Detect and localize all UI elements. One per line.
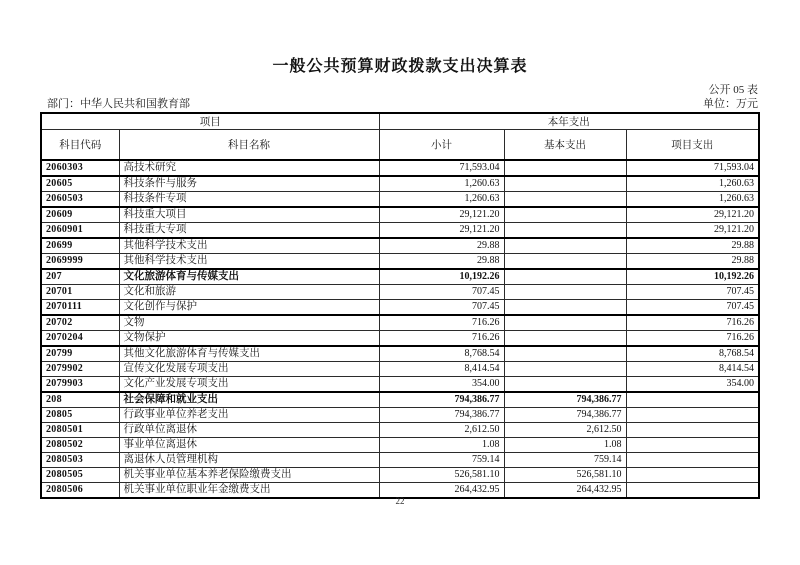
subject-code-cell: 2080506 <box>41 482 119 498</box>
project-expenditure-cell <box>626 422 759 437</box>
subject-name-cell: 行政事业单位养老支出 <box>119 407 379 422</box>
subtotal-cell: 2,612.50 <box>379 422 504 437</box>
basic-expenditure-cell: 264,432.95 <box>504 482 626 498</box>
subject-name-cell: 科技条件与服务 <box>119 176 379 192</box>
subject-code-cell: 2080505 <box>41 467 119 482</box>
basic-expenditure-cell: 526,581.10 <box>504 467 626 482</box>
subtotal-cell: 29.88 <box>379 253 504 269</box>
subject-name-cell: 高技术研究 <box>119 160 379 176</box>
subject-code-cell: 2080501 <box>41 422 119 437</box>
project-expenditure-cell <box>626 437 759 452</box>
project-expenditure-cell: 1,260.63 <box>626 191 759 207</box>
subject-name-cell: 文物 <box>119 315 379 331</box>
table-row <box>41 299 759 315</box>
project-expenditure-cell <box>626 407 759 422</box>
basic-expenditure-cell <box>504 376 626 392</box>
subtotal-cell: 71,593.04 <box>379 160 504 176</box>
subject-name-cell: 文化旅游体育与传媒支出 <box>119 269 379 285</box>
subject-code-cell: 2079903 <box>41 376 119 392</box>
table-row <box>41 452 759 467</box>
subtotal-cell: 354.00 <box>379 376 504 392</box>
basic-expenditure-cell: 1.08 <box>504 437 626 452</box>
subtotal-cell: 716.26 <box>379 315 504 331</box>
subject-name-cell: 机关事业单位职业年金缴费支出 <box>119 482 379 498</box>
subject-code-cell: 20701 <box>41 284 119 299</box>
basic-expenditure-cell <box>504 299 626 315</box>
basic-expenditure-cell <box>504 160 626 176</box>
header-group-row <box>41 113 759 130</box>
subtotal-cell: 716.26 <box>379 330 504 346</box>
subtotal-cell: 10,192.26 <box>379 269 504 285</box>
subject-code-cell: 20702 <box>41 315 119 331</box>
subject-name-cell: 文化和旅游 <box>119 284 379 299</box>
basic-expenditure-cell <box>504 269 626 285</box>
subject-code-cell: 20699 <box>41 238 119 254</box>
subject-name-cell: 科技条件专项 <box>119 191 379 207</box>
subtotal-cell: 759.14 <box>379 452 504 467</box>
subtotal-cell: 29,121.20 <box>379 207 504 223</box>
budget-table <box>40 112 760 499</box>
subject-name-cell: 宣传文化发展专项支出 <box>119 361 379 376</box>
subject-name-cell: 科技重大项目 <box>119 207 379 223</box>
project-expenditure-cell: 29.88 <box>626 238 759 254</box>
subject-code-cell: 2060503 <box>41 191 119 207</box>
basic-expenditure-cell <box>504 315 626 331</box>
subtotal-cell: 264,432.95 <box>379 482 504 498</box>
table-row <box>41 346 759 362</box>
subtotal-cell: 707.45 <box>379 284 504 299</box>
basic-expenditure-cell <box>504 191 626 207</box>
subject-code-cell: 20609 <box>41 207 119 223</box>
project-expenditure-cell: 707.45 <box>626 284 759 299</box>
subtotal-cell: 8,768.54 <box>379 346 504 362</box>
project-expenditure-cell: 716.26 <box>626 315 759 331</box>
meta-row <box>47 95 758 111</box>
table-row <box>41 176 759 192</box>
subject-name-cell: 其他文化旅游体育与传媒支出 <box>119 346 379 362</box>
table-row <box>41 284 759 299</box>
subject-name-cell: 其他科学技术支出 <box>119 253 379 269</box>
project-expenditure-cell <box>626 392 759 408</box>
subject-code-cell: 2070204 <box>41 330 119 346</box>
subject-code-cell: 2079902 <box>41 361 119 376</box>
table-row <box>41 361 759 376</box>
table-row <box>41 467 759 482</box>
table-row <box>41 191 759 207</box>
table-row <box>41 160 759 176</box>
header-subject-code: 科目代码 <box>41 130 119 160</box>
basic-expenditure-cell: 794,386.77 <box>504 392 626 408</box>
subject-name-cell: 文化创作与保护 <box>119 299 379 315</box>
subject-code-cell: 20805 <box>41 407 119 422</box>
basic-expenditure-cell <box>504 346 626 362</box>
table-row <box>41 392 759 408</box>
basic-expenditure-cell <box>504 361 626 376</box>
header-basic-expenditure: 基本支出 <box>504 130 626 160</box>
subject-name-cell: 离退休人员管理机构 <box>119 452 379 467</box>
project-expenditure-cell: 716.26 <box>626 330 759 346</box>
subject-code-cell: 2060303 <box>41 160 119 176</box>
project-expenditure-cell: 707.45 <box>626 299 759 315</box>
project-expenditure-cell: 29.88 <box>626 253 759 269</box>
table-row <box>41 207 759 223</box>
header-project-expenditure: 项目支出 <box>626 130 759 160</box>
subtotal-cell: 707.45 <box>379 299 504 315</box>
page-title: 一般公共预算财政拨款支出决算表 <box>272 58 528 75</box>
subject-code-cell: 207 <box>41 269 119 285</box>
table-code-label: 公开 05 表 <box>708 84 758 96</box>
table-row <box>41 222 759 238</box>
header-current-year-group: 本年支出 <box>379 113 759 130</box>
table-row <box>41 315 759 331</box>
subject-name-cell: 科技重大专项 <box>119 222 379 238</box>
subject-name-cell: 其他科学技术支出 <box>119 238 379 254</box>
header-subtotal: 小计 <box>379 130 504 160</box>
subtotal-cell: 1,260.63 <box>379 191 504 207</box>
basic-expenditure-cell: 759.14 <box>504 452 626 467</box>
subtotal-cell: 1.08 <box>379 437 504 452</box>
project-expenditure-cell: 8,768.54 <box>626 346 759 362</box>
basic-expenditure-cell: 2,612.50 <box>504 422 626 437</box>
subtotal-cell: 29.88 <box>379 238 504 254</box>
project-expenditure-cell <box>626 467 759 482</box>
subject-code-cell: 2080503 <box>41 452 119 467</box>
page-number: 22 <box>395 496 405 506</box>
subject-name-cell: 文化产业发展专项支出 <box>119 376 379 392</box>
basic-expenditure-cell <box>504 284 626 299</box>
header-project-group: 项目 <box>41 113 379 130</box>
subject-code-cell: 2070111 <box>41 299 119 315</box>
subtotal-cell: 794,386.77 <box>379 407 504 422</box>
subject-name-cell: 事业单位离退休 <box>119 437 379 452</box>
subtotal-cell: 8,414.54 <box>379 361 504 376</box>
subject-name-cell: 文物保护 <box>119 330 379 346</box>
project-expenditure-cell: 8,414.54 <box>626 361 759 376</box>
subtotal-cell: 794,386.77 <box>379 392 504 408</box>
table-row <box>41 238 759 254</box>
subject-name-cell: 社会保障和就业支出 <box>119 392 379 408</box>
table-row <box>41 269 759 285</box>
subject-code-cell: 20605 <box>41 176 119 192</box>
table-row <box>41 437 759 452</box>
subject-code-cell: 20799 <box>41 346 119 362</box>
subtotal-cell: 29,121.20 <box>379 222 504 238</box>
table-row <box>41 330 759 346</box>
basic-expenditure-cell <box>504 330 626 346</box>
subject-code-cell: 2060901 <box>41 222 119 238</box>
basic-expenditure-cell <box>504 207 626 223</box>
table-row <box>41 253 759 269</box>
table-row <box>41 407 759 422</box>
basic-expenditure-cell: 794,386.77 <box>504 407 626 422</box>
basic-expenditure-cell <box>504 253 626 269</box>
project-expenditure-cell: 29,121.20 <box>626 222 759 238</box>
project-expenditure-cell: 354.00 <box>626 376 759 392</box>
basic-expenditure-cell <box>504 238 626 254</box>
basic-expenditure-cell <box>504 222 626 238</box>
project-expenditure-cell <box>626 452 759 467</box>
table-row <box>41 422 759 437</box>
unit-label: 单位：万元 <box>703 98 758 110</box>
subject-name-cell: 行政单位离退休 <box>119 422 379 437</box>
subject-code-cell: 208 <box>41 392 119 408</box>
project-expenditure-cell: 10,192.26 <box>626 269 759 285</box>
subtotal-cell: 526,581.10 <box>379 467 504 482</box>
project-expenditure-cell: 71,593.04 <box>626 160 759 176</box>
subject-code-cell: 2069999 <box>41 253 119 269</box>
header-columns-row <box>41 130 759 160</box>
subject-name-cell: 机关事业单位基本养老保险缴费支出 <box>119 467 379 482</box>
project-expenditure-cell: 29,121.20 <box>626 207 759 223</box>
project-expenditure-cell: 1,260.63 <box>626 176 759 192</box>
subject-code-cell: 2080502 <box>41 437 119 452</box>
department-label: 部门：中华人民共和国教育部 <box>47 98 190 110</box>
header-subject-name: 科目名称 <box>119 130 379 160</box>
basic-expenditure-cell <box>504 176 626 192</box>
subtotal-cell: 1,260.63 <box>379 176 504 192</box>
table-row <box>41 376 759 392</box>
